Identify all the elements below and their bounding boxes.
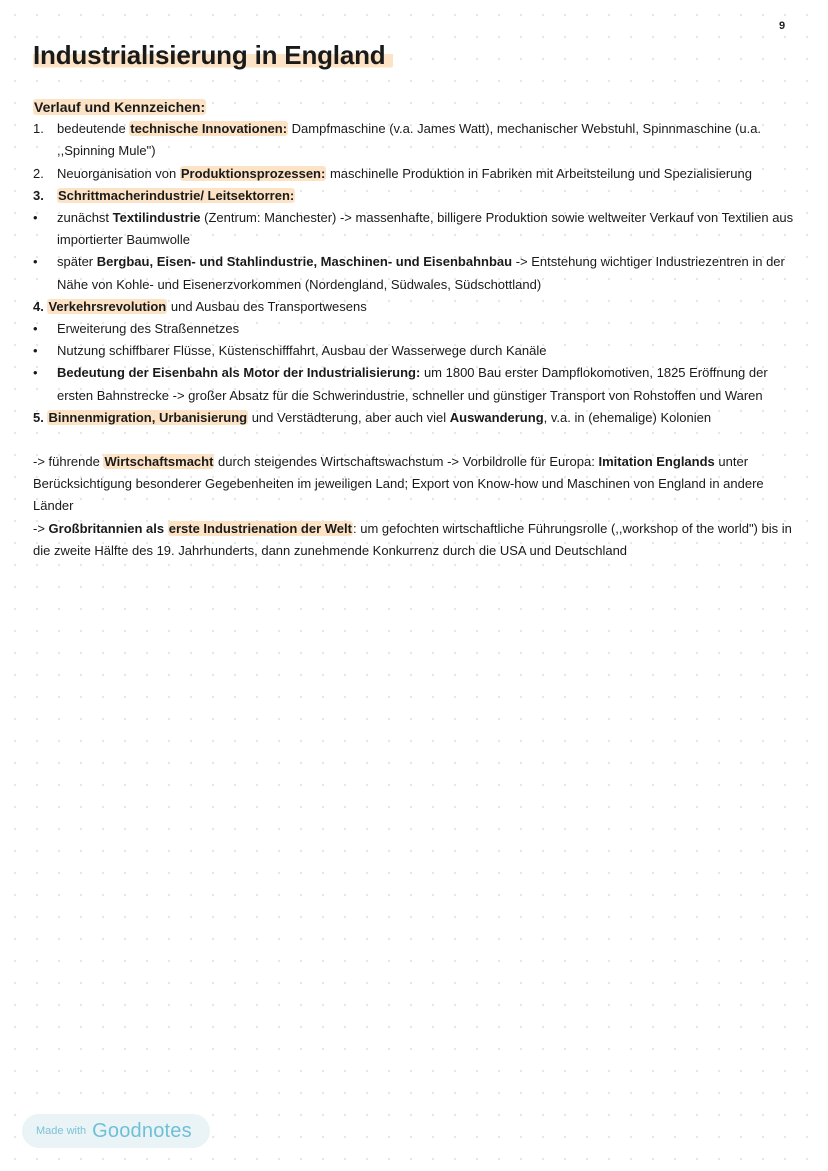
list-item	[33, 251, 803, 295]
item-keyword: Auswanderung	[449, 409, 544, 425]
item-text: zunächst	[57, 210, 113, 226]
list-item	[33, 163, 803, 185]
goodnotes-badge[interactable]	[22, 1114, 210, 1148]
item-text: -> Entstehung wichtiger Industriezentren in der Nähe von Kohle- und Eisenerzvorkommen (Nordengland, Südwales, Südschottland)	[57, 254, 785, 292]
conclusion-text: -> führende	[33, 454, 104, 470]
list-item	[33, 207, 803, 251]
list-marker: 5.	[33, 409, 44, 425]
item-keyword: Produktionsprozessen:	[180, 165, 326, 181]
list-item	[33, 185, 803, 207]
bullet-marker: •	[33, 365, 38, 381]
item-keyword: Verkehrsrevolution	[48, 298, 167, 314]
conclusion-keyword: erste Industrienation der Welt	[168, 520, 352, 536]
item-text: maschinelle Produktion in Fabriken mit Arbeitsteilung und Spezialisierung	[326, 165, 752, 181]
item-keyword: Bergbau, Eisen- und Stahlindustrie, Maschinen- und Eisenbahnbau	[96, 254, 513, 270]
list-marker: 1.	[33, 121, 44, 137]
list-item	[33, 296, 803, 318]
conclusion-paragraph	[33, 518, 803, 562]
bullet-marker: •	[33, 343, 38, 359]
page-number: 9	[779, 20, 786, 32]
item-text: und Ausbau des Transportwesens	[167, 298, 367, 314]
section-heading	[33, 96, 803, 118]
item-text: Neuorganisation von	[57, 165, 180, 181]
conclusion-keyword: Imitation Englands	[598, 454, 715, 470]
item-text: Dampfmaschine (v.a. James Watt), mechanischer Webstuhl, Spinnmaschine (u.a. ,,Spinning Mule")	[57, 121, 762, 159]
list-marker: 2.	[33, 165, 44, 181]
item-text: Erweiterung des Straßennetzes	[57, 321, 240, 337]
bullet-marker: •	[33, 210, 38, 226]
item-text: (Zentrum: Manchester) -> massenhafte, billigere Produktion sowie weltweiter Verkauf von Textilien aus importierter Baumwolle	[57, 210, 794, 248]
item-keyword: Bedeutung der Eisenbahn als Motor der Industrialisierung:	[57, 365, 421, 381]
item-text: und Verstädterung, aber auch viel	[248, 409, 450, 425]
goodnotes-logo: Goodnotes	[92, 1119, 192, 1142]
conclusion-text: : um gefochten wirtschaftliche Führungsrolle (,,workshop of the world") bis in die zweite Hälfte des 19. Jahrhunderts, dann zunehmende Konkurrenz durch die USA und Deutschland	[33, 520, 792, 558]
item-text: bedeutende	[57, 121, 130, 137]
made-with-label: Made with	[36, 1125, 87, 1137]
item-keyword: Binnenmigration, Urbanisierung	[48, 409, 248, 425]
list-item	[33, 407, 803, 429]
conclusion-text: ->	[33, 520, 49, 536]
conclusion-keyword: Großbritannien als	[48, 520, 168, 536]
list-item	[33, 118, 803, 162]
notes-content	[33, 96, 803, 562]
item-keyword: Schrittmacherindustrie/ Leitsektorren:	[58, 187, 295, 203]
bullet-marker: •	[33, 321, 38, 337]
conclusion-keyword: Wirtschaftsmacht	[104, 454, 214, 470]
bullet-marker: •	[33, 254, 38, 270]
page-title: Industrialisierung in England	[33, 40, 393, 71]
list-marker: 4.	[33, 298, 44, 314]
item-text: um 1800 Bau erster Dampflokomotiven, 1825 Eröffnung der ersten Bahnstrecke -> großer Absatz für die Schwerindustrie, schneller und günstiger Transport von Rohstoffen und Waren	[57, 365, 768, 403]
item-text: Nutzung schiffbarer Flüsse, Küstenschifffahrt, Ausbau der Wasserwege durch Kanäle	[57, 343, 547, 359]
list-item	[33, 318, 803, 340]
item-keyword: technische Innovationen:	[130, 121, 288, 137]
conclusion-text: durch steigendes Wirtschaftswachstum -> Vorbildrolle für Europa:	[214, 454, 599, 470]
item-text: , v.a. in (ehemalige) Kolonien	[543, 409, 712, 425]
conclusion-text: unter Berücksichtigung besonderer Gegebenheiten im jeweiligen Land; Export von Know-how und Maschinen von England in andere Länder	[33, 454, 764, 514]
item-text: später	[57, 254, 97, 270]
list-marker: 3.	[33, 187, 44, 203]
section-heading-text: Verlauf und Kennzeichen:	[34, 99, 206, 115]
list-item	[33, 362, 803, 406]
conclusion-paragraph	[33, 451, 803, 518]
list-item	[33, 340, 803, 362]
item-keyword: Textilindustrie	[112, 210, 201, 226]
